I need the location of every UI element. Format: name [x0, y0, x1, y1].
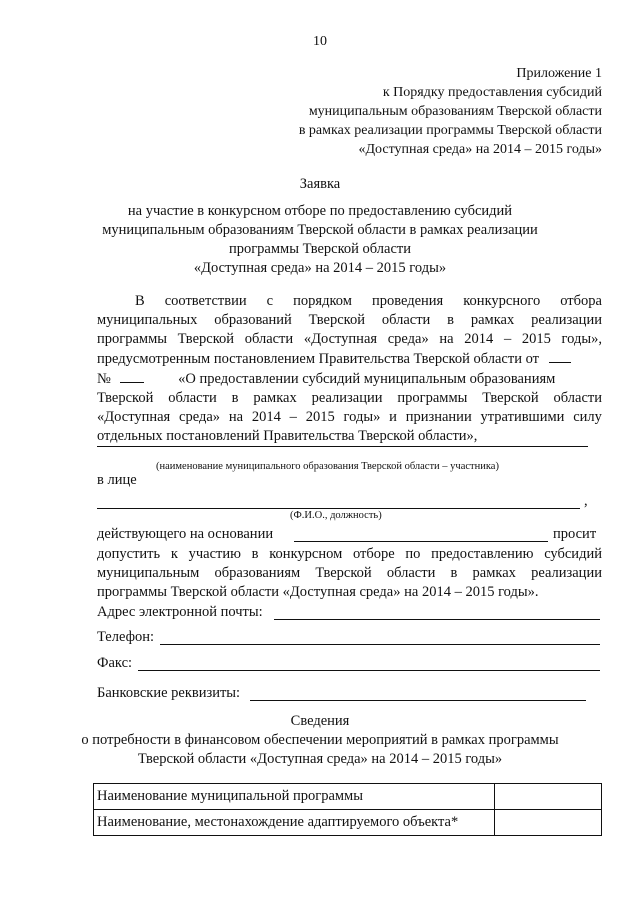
table-row: [94, 810, 602, 836]
subtitle-line: программы Тверской области: [228, 241, 412, 257]
table-cell-label: Наименование муниципальной программы: [94, 784, 495, 810]
appendix-line: к Порядку предоставления субсидий: [382, 85, 602, 100]
admit-line: [97, 564, 602, 583]
word: области: [553, 390, 602, 406]
word: «Доступная: [97, 409, 171, 425]
comma: ,: [584, 493, 588, 509]
acting-basis-label: действующего на основании: [97, 526, 274, 542]
date-blank[interactable]: [549, 349, 571, 363]
word: на: [439, 331, 454, 347]
intro-line: [97, 389, 602, 408]
subtitle-line: «Доступная среда» на 2014 – 2015 годы»: [193, 260, 447, 276]
table-cell-label: Наименование, местонахождение адаптируемого объекта*: [94, 810, 495, 836]
basis-line[interactable]: [294, 541, 548, 542]
word: муниципальных: [97, 312, 198, 328]
document-title: Заявка: [299, 176, 341, 192]
word: области: [386, 565, 436, 581]
subtitle-line: муниципальным образованиям Тверской области в рамках реализации: [102, 222, 538, 238]
word: области: [381, 312, 431, 328]
asks-label: просит: [553, 526, 597, 542]
requirements-table: [93, 783, 602, 836]
intro-text: предусмотренным постановлением Правительства Тверской области от: [97, 351, 539, 367]
word: Тверской: [315, 565, 372, 581]
bank-details-field[interactable]: [250, 700, 586, 701]
admit-line: программы Тверской области «Доступная среда» на 2014 – 2015 годы».: [97, 584, 539, 600]
word: рамках: [253, 390, 297, 406]
word: порядком: [293, 293, 352, 309]
word: –: [503, 331, 512, 347]
intro-text: «О предоставлении субсидий муниципальным образованиям: [178, 371, 556, 387]
intro-paragraph: [97, 292, 602, 446]
word: 2015: [305, 409, 335, 425]
intro-line: [97, 292, 602, 311]
fio-caption: (Ф.И.О., должность): [290, 510, 382, 521]
appendix-line: «Доступная среда» на 2014 – 2015 годы»: [358, 142, 602, 157]
word: соответствии: [164, 293, 247, 309]
intro-line: [97, 311, 602, 330]
word: образований: [214, 312, 292, 328]
svedenia-heading: [0, 712, 640, 769]
number-sign: №: [97, 371, 111, 387]
word: и: [389, 409, 397, 425]
word: допустить: [97, 546, 161, 562]
representative-line[interactable]: [97, 508, 580, 509]
in-person-label: в лице: [97, 472, 137, 488]
word: силу: [573, 409, 602, 425]
word: 2014: [251, 409, 281, 425]
fax-label: Факс:: [97, 655, 133, 671]
word: к: [170, 546, 178, 562]
intro-line: отдельных постановлений Правительства Тверской области»,: [97, 428, 478, 444]
appendix-line: муниципальным образованиям Тверской области: [308, 104, 602, 119]
svedenia-line: Тверской области «Доступная среда» на 2014 – 2015 годы»: [137, 751, 503, 767]
bank-details-label: Банковские реквизиты:: [97, 685, 241, 701]
appendix-header: [299, 64, 602, 159]
email-field[interactable]: [274, 619, 600, 620]
admit-line: [97, 545, 602, 564]
subtitle-line: на участие в конкурсном отборе по предоставлению субсидий: [127, 203, 513, 219]
word: годы»,: [561, 331, 602, 347]
word: субсидий: [544, 546, 602, 562]
word: Тверской: [97, 390, 154, 406]
svedenia-line: о потребности в финансовом обеспечении мероприятий в рамках программы: [81, 732, 559, 748]
word: рамках: [472, 565, 516, 581]
word: в: [231, 390, 239, 406]
word: среда»: [179, 409, 221, 425]
word: участию: [188, 546, 241, 562]
word: рамках: [470, 312, 515, 328]
intro-line: [97, 330, 602, 349]
svedenia-line: Сведения: [290, 713, 350, 729]
word: конкурсного: [463, 293, 541, 309]
phone-field[interactable]: [160, 644, 600, 645]
word: отбора: [560, 293, 602, 309]
appendix-line: в рамках реализации программы Тверской области: [298, 123, 602, 138]
word: 2014: [464, 331, 494, 347]
word: программы: [397, 390, 468, 406]
word: Тверской: [308, 312, 365, 328]
table-row: [94, 784, 602, 810]
phone-label: Телефон:: [97, 629, 155, 645]
word: в: [251, 546, 259, 562]
admit-paragraph: [97, 545, 602, 602]
document-subtitle: [0, 202, 640, 278]
word: с: [266, 293, 274, 309]
word: утратившими: [480, 409, 565, 425]
intro-line: [97, 408, 602, 427]
word: конкурсном: [269, 546, 343, 562]
word: 2015: [521, 331, 551, 347]
number-blank[interactable]: [120, 369, 144, 383]
intro-line: [97, 349, 602, 369]
word: отборе: [352, 546, 395, 562]
word: реализации: [531, 312, 602, 328]
municipality-caption: (наименование муниципального образования Тверской области – участника): [156, 461, 499, 472]
word: образованиям: [214, 565, 301, 581]
word: области: [168, 390, 217, 406]
appendix-line: Приложение 1: [516, 66, 602, 81]
word: признании: [405, 409, 472, 425]
word: по: [405, 546, 421, 562]
word: В: [135, 293, 145, 309]
word: Тверской: [482, 390, 539, 406]
municipality-name-line[interactable]: [97, 446, 588, 447]
table-cell-value[interactable]: [495, 810, 602, 836]
word: в: [447, 312, 455, 328]
word: области: [244, 331, 294, 347]
table-cell-value[interactable]: [495, 784, 602, 810]
word: реализации: [311, 390, 383, 406]
word: в: [450, 565, 458, 581]
word: на: [228, 409, 244, 425]
word: годы»: [343, 409, 381, 425]
intro-line: [97, 369, 602, 389]
word: предоставлению: [431, 546, 534, 562]
page-number: 10: [313, 34, 327, 49]
email-label: Адрес электронной почты:: [97, 604, 263, 620]
word: –: [289, 409, 297, 425]
word: программы: [97, 331, 167, 347]
word: «Доступная: [303, 331, 378, 347]
word: Тверской: [177, 331, 235, 347]
word: муниципальным: [97, 565, 200, 581]
fax-field[interactable]: [138, 670, 600, 671]
word: реализации: [531, 565, 602, 581]
word: проведения: [371, 293, 444, 309]
word: среда»: [387, 331, 429, 347]
